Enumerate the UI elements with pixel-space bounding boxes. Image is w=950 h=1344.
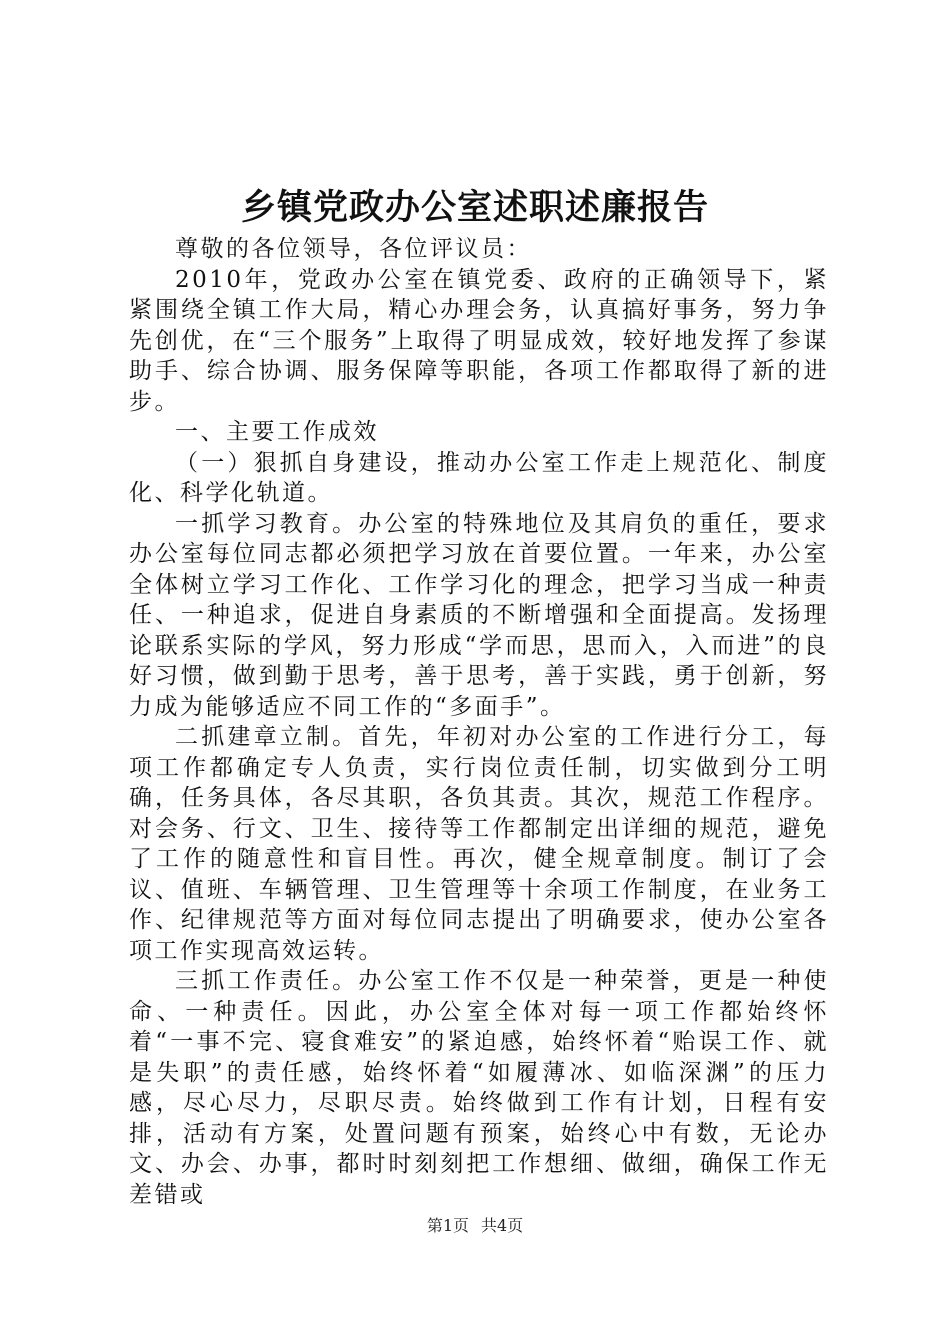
page-total: 共4页 <box>481 1216 524 1235</box>
study-education-paragraph: 一抓学习教育。办公室的特殊地位及其肩负的重任，要求办公室每位同志都必须把学习放在首要位置。一年来，办公室全体树立学习工作化、工作学习化的理念，把学习当成一种责任、一种追求，促进自身素质的不断增强和全面提高。发扬理论联系实际的学风，努力形成“学而思，思而入，入而进”的良好习惯，做到勤于思考，善于思考，善于实践，勇于创新，努力成为能够适应不同工作的“多面手”。 <box>129 510 829 720</box>
document-title: 乡镇党政办公室述职述廉报告 <box>240 187 709 228</box>
salutation-paragraph: 尊敬的各位领导，各位评议员： <box>175 236 532 262</box>
document-body <box>129 234 829 1210</box>
intro-paragraph: 2010年，党政办公室在镇党委、政府的正确领导下，紧紧围绕全镇工作大局，精心办理会务，认真搞好事务，努力争先创优，在“三个服务”上取得了明显成效，较好地发挥了参谋助手、综合协调、服务保障等职能，各项工作都取得了新的进步。 <box>129 266 829 415</box>
subsection-heading: （一）狠抓自身建设，推动办公室工作走上规范化、制度化、科学化轨道。 <box>129 449 829 506</box>
rules-system-paragraph: 二抓建章立制。首先，年初对办公室的工作进行分工，每项工作都确定专人负责，实行岗位责任制，切实做到分工明确，任务具体，各尽其职，各负其责。其次，规范工作程序。对会务、行文、卫生、接待等工作都制定出详细的规范，避免了工作的随意性和盲目性。再次，健全规章制度。制订了会议、值班、车辆管理、卫生管理等十余项工作制度，在业务工作、纪律规范等方面对每位同志提出了明确要求，使办公室各项工作实现高效运转。 <box>129 724 829 964</box>
work-responsibility-paragraph: 三抓工作责任。办公室工作不仅是一种荣誉，更是一种使命、一种责任。因此，办公室全体对每一项工作都始终怀着“一事不完、寝食难安”的紧迫感，始终怀着“贻误工作、就是失职”的责任感，始终怀着“如履薄冰、如临深渊”的压力感，尽心尽力，尽职尽责。始终做到工作有计划，日程有安排，活动有方案，处置问题有预案，始终心中有数，无论办文、办会、办事，都时时刻刻把工作想细、做细，确保工作无差错或 <box>129 968 829 1208</box>
section-heading: 一、主要工作成效 <box>175 419 379 445</box>
page-footer <box>0 1215 950 1237</box>
page-number: 第1页 <box>426 1216 469 1235</box>
